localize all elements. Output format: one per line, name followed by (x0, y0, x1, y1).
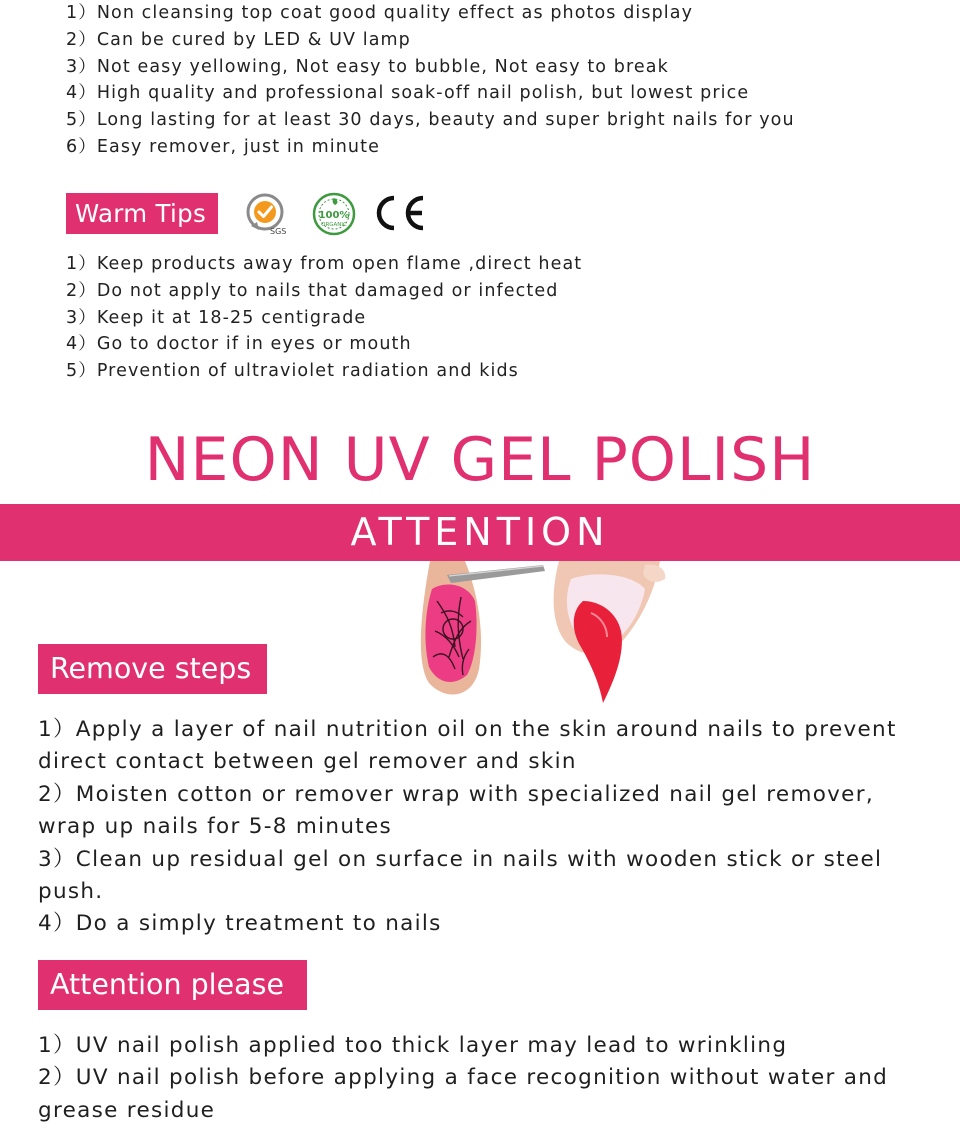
remove-steps-list (38, 714, 928, 941)
remove-steps-label: Remove steps (38, 644, 267, 694)
attention-item: 2）UV nail polish before applying a face recognition without water and grease residue (38, 1065, 889, 1123)
nail-removal-illustration (405, 561, 675, 711)
page-title: NEON UV GEL POLISH (144, 425, 816, 495)
warm-tip-item: 5）Prevention of ultraviolet radiation and kids (66, 361, 519, 382)
remove-step-item: 4）Do a simply treatment to nails (38, 911, 442, 937)
warm-tips-label: Warm Tips (66, 193, 218, 234)
attention-please-list (38, 1030, 928, 1127)
warm-tips-list (66, 251, 582, 385)
feature-item: 1）Non cleansing top coat good quality effect as photos display (66, 3, 694, 23)
attention-banner-text: ATTENTION (350, 510, 610, 554)
sgs-icon (243, 192, 291, 236)
feature-item: 5）Long lasting for at least 30 days, beauty and super bright nails for you (66, 110, 795, 131)
feature-item: 6）Easy remover, just in minute (66, 136, 380, 157)
organic-word-text: ORGANIC (321, 222, 347, 228)
ce-mark-icon (374, 193, 428, 233)
100-organic-icon (311, 192, 357, 236)
warm-tip-item: 2）Do not apply to nails that damaged or infected (66, 280, 559, 301)
warm-tip-item: 1）Keep products away from open flame ,direct heat (66, 254, 583, 274)
warm-tip-item: 4）Go to doctor if in eyes or mouth (66, 334, 412, 355)
feature-list (66, 0, 795, 161)
remove-step-item: 1）Apply a layer of nail nutrition oil on the skin around nails to prevent direct contact between gel remover and skin (38, 717, 897, 775)
remove-step-item: 3）Clean up residual gel on surface in nails with wooden stick or steel push. (38, 846, 883, 905)
attention-item: 1）UV nail polish applied too thick layer may lead to wrinkling (38, 1033, 788, 1058)
feature-item: 4）High quality and professional soak-off nail polish, but lowest price (66, 83, 750, 104)
feature-item: 2）Can be cured by LED & UV lamp (66, 29, 411, 50)
organic-percent-text: 100% (318, 210, 350, 221)
remove-step-item: 2）Moisten cotton or remover wrap with specialized nail gel remover, wrap up nails for 5-8 minutes (38, 781, 874, 840)
feature-item: 3）Not easy yellowing, Not easy to bubble, Not easy to break (66, 56, 669, 77)
warm-tip-item: 3）Keep it at 18-25 centigrade (66, 307, 367, 328)
attention-please-label: Attention please (38, 960, 307, 1010)
sgs-text: SGS (270, 227, 287, 236)
